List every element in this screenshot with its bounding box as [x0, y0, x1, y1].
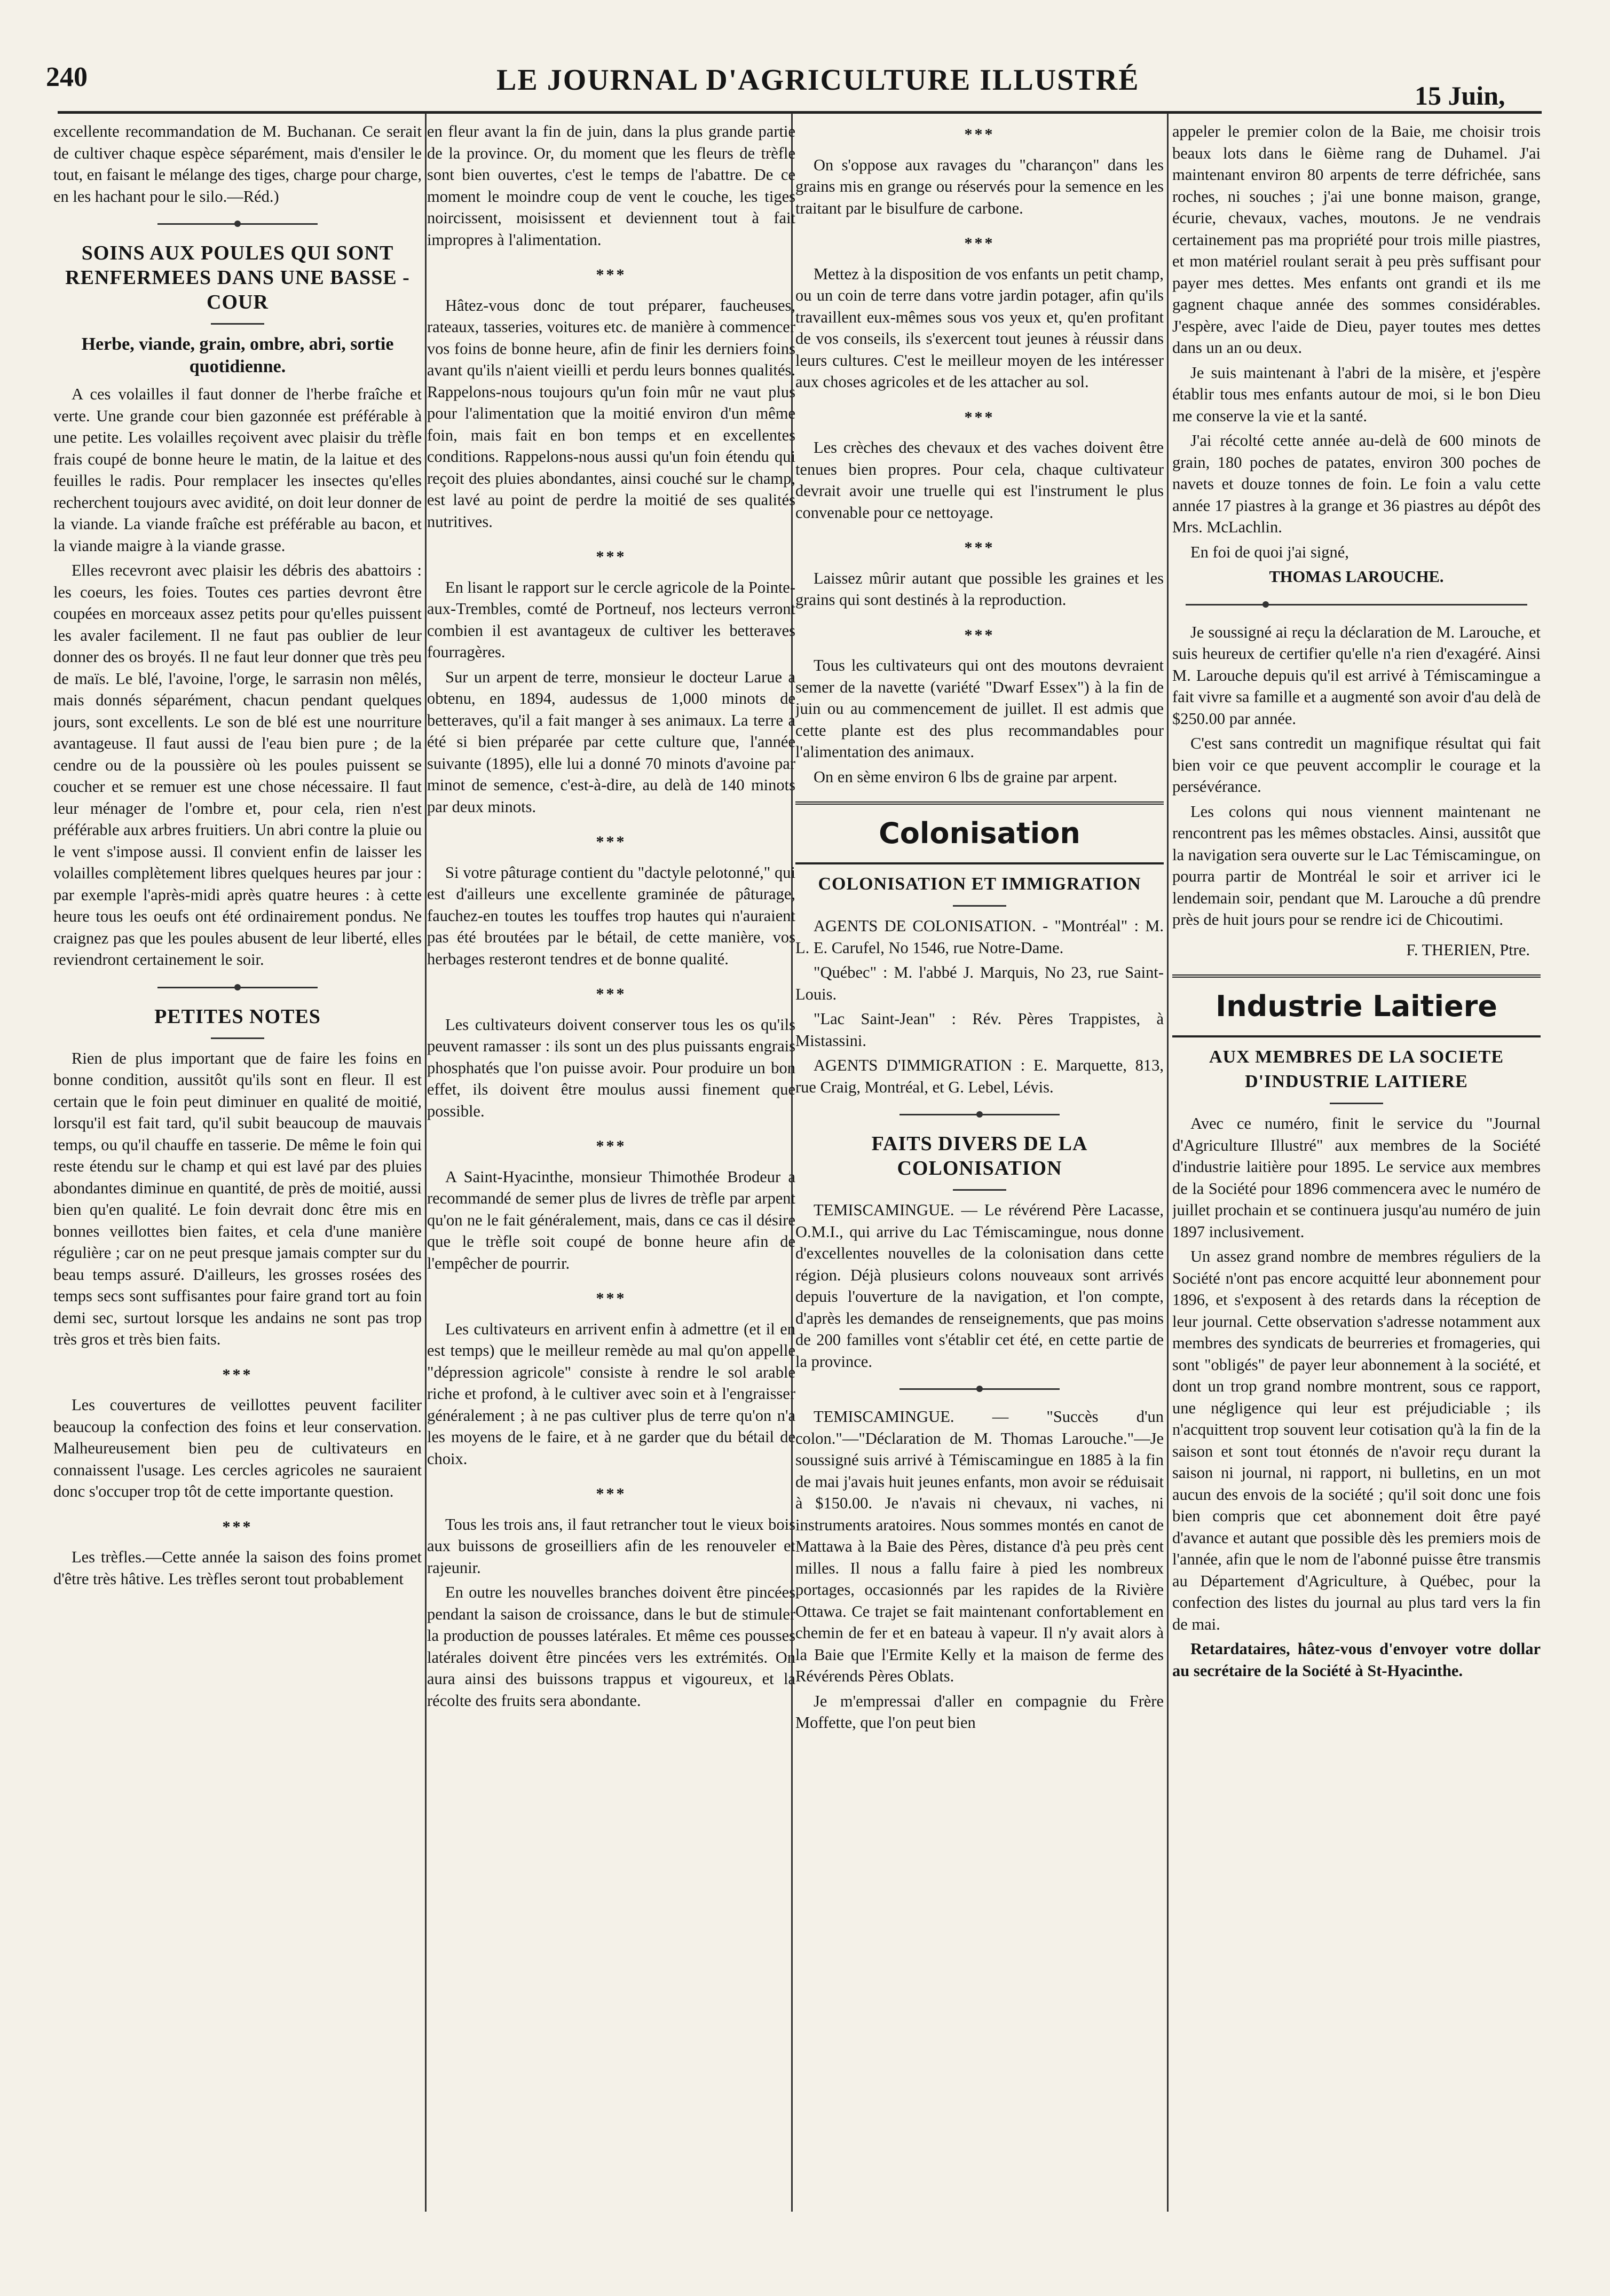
header-rule — [58, 111, 1542, 114]
asterism: *** — [596, 833, 627, 851]
paragraph: "Lac Saint-Jean" : Rév. Pères Trappistes, à Mistassini. — [795, 1010, 1164, 1050]
paragraph: Retardataires, hâtez-vous d'envoyer votre dollar au secrétaire de la Société à St-Hyacinthe. — [1172, 1640, 1541, 1680]
short-rule — [211, 323, 264, 325]
paragraph: Rien de plus important que de faire les foins en bonne condition, aussitôt qu'ils sont en fleur. Il est certain que le foin peut diminuer en qualité de moitié, lorsqu'il est fait tard, qu'il subit beaucoup de mauvais temps, ou qu'il chauffe en tasserie. De même le foin qui reste étendu sur le champ et qui est lavé par des pluies abondantes diminue en quantité, de près de moitié, aussi bien qu'en qualité. Le foin devrait donc être mis en bonnes veillottes bien faites, et cela d'une manière régulière ; car on ne peut presque jamais compter sur du beau temps assuré. D'ailleurs, les grosses rosées des temps secs sont suffisantes pour faire grand tort au foin demi sec, surtout lorsque les andains ne sont pas trop très gros et très bien faits. — [53, 1049, 422, 1348]
article-heading: COLONISATION ET IMMIGRATION — [818, 874, 1141, 894]
asterism: *** — [596, 985, 627, 1003]
article-heading: FAITS DIVERS DE LA COLONISATION — [871, 1133, 1088, 1180]
asterism: *** — [964, 234, 995, 252]
paragraph: Hâtez-vous donc de tout préparer, faucheuses, rateaux, tasseries, voitures etc. de manière à commencer vos foins de bonne heure, afin de finir les derniers foins avant qu'ils n'aient vieilli et perdu leurs bonnes qualités. Rappelons-nous toujours qu'un foin mûr ne vaut plus pour l'alimentation que la moitié environ d'un même foin, mais fait en bon temps et en excellentes conditions. Rappelons-nous aussi qu'un foin étendu qui reçoit des pluies abondantes, ainsi couché sur le champ, est lavé au point de perdre la moitié de ses qualités nutritives. — [427, 296, 795, 531]
paragraph: En lisant le rapport sur le cercle agricole de la Pointe-aux-Trembles, comté de Portneuf, nos lecteurs verront combien il est avantageux de cultiver les betteraves fourragères. — [427, 578, 795, 661]
short-rule — [211, 1037, 264, 1039]
column-rule — [425, 113, 427, 2212]
column-2 — [427, 121, 795, 2208]
paragraph: A ces volailles il faut donner de l'herbe fraîche et verte. Une grande cour bien gazonnée est préférable à une petite. Les volailles reçoivent avec plaisir du trèfle frais coupé de bonne heure le matin, de la laitue et des feuilles le radis. Pour remplacer les insectes qu'elles recherchent toujours avec avidité, on doit leur donner de la viande. La viande fraîche est préférable au bacon, et la viande maigre à la viande grasse. — [53, 385, 422, 555]
asterism: *** — [222, 1365, 253, 1383]
asterism: *** — [596, 548, 627, 565]
paragraph: En foi de quoi j'ai signé, — [1190, 542, 1349, 561]
asterism: *** — [596, 1289, 627, 1307]
paragraph: Tous les trois ans, il faut retrancher tout le vieux bois aux buissons de groseilliers afin de les renouveler et rajeunir. — [427, 1515, 795, 1577]
paragraph: TEMISCAMINGUE. — "Succès d'un colon."—"Déclaration de M. Thomas Larouche."—Je soussigné suis arrivé à Témiscamingue en 1885 à la fin de mai j'avais huit jeunes enfants, mon avoir se réduisait à $150.00. Je n'avais ni chevaux, ni vaches, ni instruments aratoires. Nous sommes montés en canot de Mattawa à la Baie des Pères, distance d'à peu près cent milles. Il nous a fallu faire à pied les nombreux portages, occasionnés par les rapides de la Rivière Ottawa. Ce trajet se fait maintenant confortablement en chemin de fer et en bateau à vapeur. Il n'y avait alors à la Baie que l'Ermite Kelly et la maison de ferme des Révérends Pères Oblats. — [795, 1408, 1164, 1685]
paragraph: "Québec" : M. l'abbé J. Marquis, No 23, rue Saint-Louis. — [795, 963, 1164, 1003]
paragraph: appeler le premier colon de la Baie, me choisir trois beaux lots dans le 6ième rang de Duhamel. J'ai maintenant environ 80 arpents de terre défrichée, sans roches, ni souches ; j'ai une bonne maison, grange, écurie, chevaux, vaches, moutons. Je ne vendrais certainement pas ma propriété pour trois mille piastres, et mon matériel roulant serait à peu près suffisant pour payer mes dettes. Mes enfants ont grandi et ils me gagnent chaque année des sommes considérables. J'espère, avec l'aide de Dieu, payer toutes mes dettes dans un an ou deux. — [1172, 122, 1541, 357]
paragraph: Les couvertures de veillottes peuvent faciliter beaucoup la confection des foins et leur conservation. Malheureusement bien peu de cultivateurs en connaissent l'usage. Les cercles agricoles ne sauraient donc s'occuper trop tôt de cette importante question. — [53, 1396, 422, 1500]
article-subheading: Herbe, viande, grain, ombre, abri, sortie quotidienne. — [81, 334, 394, 376]
paragraph: TEMISCAMINGUE. — Le révérend Père Lacasse, O.M.I., qui arrive du Lac Témiscamingue, nous donne d'excellentes nouvelles de la colonisation dans cette région. Déjà plusieurs colons nouveaux sont arrivés depuis l'ouverture de la navigation, et l'on compte, d'après les demandes de renseignements, que pas moins de 200 familles vont s'établir cet été, en cette partie de la province. — [795, 1201, 1164, 1371]
paragraph: AGENTS D'IMMIGRATION : E. Marquette, 813, rue Craig, Montréal, et G. Lebel, Lévis. — [795, 1056, 1164, 1096]
paragraph: AGENTS DE COLONISATION. - "Montréal" : M. L. E. Carufel, No 1546, rue Notre-Dame. — [795, 917, 1164, 957]
asterism: *** — [596, 266, 627, 284]
asterism: *** — [596, 1137, 627, 1155]
paragraph: C'est sans contredit un magnifique résultat qui fait bien voir ce que peuvent accomplir le courage et la persévérance. — [1172, 734, 1541, 796]
signature: F. THERIEN, Ptre. — [1406, 940, 1530, 959]
paragraph: Je soussigné ai reçu la déclaration de M. Larouche, et suis heureux de certifier qu'elle n'a rien d'exagéré. Ainsi M. Larouche depuis qu'il est arrivé à Témiscamingue a fait vivre sa famille et a augmenté son avoir d'au delà de $250.00 par année. — [1172, 623, 1541, 728]
paragraph: Les cultivateurs doivent conserver tous les os qu'ils peuvent ramasser : ils sont un des plus puissants engrais phosphatés que l'on puisse avoir. Pour produire un bon effet, ils doivent être moulus aussi finement que possible. — [427, 1015, 795, 1120]
short-rule — [1330, 1103, 1383, 1104]
paragraph: Je suis maintenant à l'abri de la misère, et j'espère établir tous mes enfants autour de moi, si le bon Dieu me conserve la vie et la santé. — [1172, 363, 1541, 425]
issue-date: 15 Juin, — [1415, 81, 1505, 111]
signature: THOMAS LAROUCHE. — [1269, 568, 1444, 586]
paragraph: Les crèches des chevaux et des vaches doivent être tenues bien propres. Pour cela, chaque cultivateur devrait avoir une truelle qui est l'instrument le plus convenable pour ce nettoyage. — [795, 438, 1164, 522]
paragraph: Je m'empressai d'aller en compagnie du Frère Moffette, que l'on peut bien — [795, 1692, 1164, 1732]
paragraph: en fleur avant la fin de juin, dans la plus grande partie de la province. Or, du moment que les fleurs de trèfle sont bien ouvertes, c'est le temps de l'abattre. De ce moment le moindre coup de vent le couche, les tiges noircissent, moisissent et deviennent tout à fait impropres à l'alimentation. — [427, 122, 795, 249]
short-rule — [953, 905, 1006, 907]
asterism: *** — [964, 125, 995, 143]
asterism: *** — [222, 1517, 253, 1536]
article-heading: AUX MEMBRES DE LA SOCIETE D'INDUSTRIE LAITIERE — [1209, 1047, 1504, 1091]
short-rule — [953, 1189, 1006, 1191]
paragraph: En outre les nouvelles branches doivent être pincées pendant la saison de croissance, dans le but de stimuler la production de pousses latérales. Et même ces pousses latérales doivent être pincées vers les extrémités. On aura ainsi des buissons trappus et vigoureux, et la récolte des fruits sera abondante. — [427, 1583, 795, 1710]
section-banner: Colonisation — [795, 801, 1164, 864]
asterism: *** — [964, 626, 995, 644]
column-3 — [795, 121, 1164, 2208]
paragraph: Les colons qui nous viennent maintenant ne rencontrent pas les mêmes obstacles. Ainsi, aussitôt que la navigation sera ouverte sur le Lac Témiscamingue, on pourra partir de Montréal le soir et arriver ici le lendemain soir, pendant que M. Larouche a dû prendre près de huit jours pour se rendre ici de Chicoutimi. — [1172, 802, 1541, 929]
asterism: *** — [964, 408, 995, 426]
paragraph: Sur un arpent de terre, monsieur le docteur Larue a obtenu, en 1894, audessus de 1,000 minots de betteraves, qu'il a fait manger à ses animaux. La terre a été si bien préparée par cette culture que, l'année suivante (1895), elle lui a donné 70 minots d'avoine par minot de semence, c'est-à-dire, au delà de 140 minots par deux minots. — [427, 667, 795, 816]
paragraph: Un assez grand nombre de membres réguliers de la Société n'ont pas encore acquitté leur abonnement pour 1896, et s'exposent à des retards dans la réception de leur journal. Cette observation s'adresse notamment aux membres des syndicats de beurreries et fromageries, qui sont "obligés" de payer leur abonnement à la société, et dont un trop grand nombre montrent, sous ce rapport, une négligence qui leur est préjudiciable ; ils n'acquittent trop souvent leur cotisation qu'à la fin de la saison et sont tout étonnés de n'avoir reçu durant la saison ni journal, ni rapport, ni bulletins, en un mot aucun des envois de la société ; qu'il soit donc une fois bien compris que cet abonnement doit être payé d'avance et autant que possible dès les premiers mois de l'année, afin que le nom de l'abonné puisse être transmis au Département d'Agriculture, à Québec, pour la confection des listes du journal au plus tard vers la fin de mai. — [1172, 1247, 1541, 1633]
paragraph: J'ai récolté cette année au-delà de 600 minots de grain, 180 poches de patates, environ 300 poches de navets et douze tonnes de foin. Le foin a valu cette année 17 piastres à la grange et 36 piastres au dépôt des Mrs. McLachlin. — [1172, 431, 1541, 536]
paragraph: Avec ce numéro, finit le service du "Journal d'Agriculture Illustré" aux membres de la Société d'industrie laitière pour 1895. Le service aux membres de la Société pour 1896 commencera avec le numéro de juillet prochain et se continuera jusqu'au numéro de juin 1897 inclusivement. — [1172, 1114, 1541, 1241]
article-heading: SOINS AUX POULES QUI SONT RENFERMEES DANS UNE BASSE - COUR — [65, 242, 410, 313]
paragraph: A Saint-Hyacinthe, monsieur Thimothée Brodeur a recommandé de semer plus de livres de trèfle par arpent qu'on ne le fait généralement, mais, dans ce cas il désire que le trèfle soit coupé de bonne heure afin de l'empêcher de pourrir. — [427, 1167, 795, 1272]
section-banner: Industrie Laitiere — [1172, 974, 1541, 1037]
paragraph: On en sème environ 6 lbs de graine par arpent. — [814, 767, 1118, 786]
section-divider — [1186, 604, 1527, 606]
section-divider — [157, 223, 318, 225]
page-number: 240 — [46, 62, 88, 92]
paragraph: Les trèfles.—Cette année la saison des foins promet d'être très hâtive. Les trèfles seront tout probablement — [53, 1548, 422, 1588]
paragraph: Tous les cultivateurs qui ont des moutons devraient semer de la navette (variété "Dwarf Essex") à la fin de juin ou au commencement de juillet. Il est admis que cette plante est des plus recommandables pour l'alimentation des animaux. — [795, 656, 1164, 761]
paragraph: On s'oppose aux ravages du "charançon" dans les grains mis en grange ou réservés pour la semence en les traitant par le bisulfure de carbone. — [795, 155, 1164, 217]
paragraph: excellente recommandation de M. Buchanan. Ce serait de cultiver chaque espèce séparément, mais d'ensiler le tout, en faisant le mélange des tiges, charge pour charge, en les hachant pour le silo.—Réd.) — [53, 122, 422, 206]
section-divider — [157, 987, 318, 988]
paragraph: Si votre pâturage contient du "dactyle pelotonné," qui est d'ailleurs une excellente graminée de pâturage, fauchez-en toutes les touffes trop hautes qui n'auraient pas été broutées par le bétail, de cette manière, vos herbages resteront tendres et de bonne qualité. — [427, 863, 795, 968]
journal-title: LE JOURNAL D'AGRICULTURE ILLUSTRÉ — [496, 64, 1140, 97]
paragraph: Elles recevront avec plaisir les débris des abattoirs : les coeurs, les foies. Toutes ces parties devront être coupées en morceaux assez petits pour qu'elles puissent les avaler facilement. Il ne faut pas oublier de leur donner des os broyés. Il ne faut leur donner que très peu de maïs. Le blé, l'avoine, l'orge, le sarrasin non mêlés, mais donnés séparément, chacun pendant quelques jours, sont excellents. Le son de blé est une nourriture avantageuse. Il faut aussi de l'eau bien pure ; de la cendre ou de la poussière où les poules puissent se coucher et se remuer est une chose nécessaire. Il faut leur ménager de l'ombre et, pour cela, rien n'est préférable aux arbres fruitiers. Un abri contre la pluie ou le vent s'impose aussi. Il convient enfin de laisser les volailles complètement libres quelques heures par jour : par exemple l'après-midi après quatre heures : à cette heure tous les oeufs ont été ordinairement pondus. Ne craignez pas que les poules abusent de leur liberté, elles reviendront certainement le soir. — [53, 561, 422, 969]
column-4 — [1172, 121, 1541, 2208]
section-divider — [899, 1388, 1060, 1390]
paragraph: Les cultivateurs en arrivent enfin à admettre (et il en est temps) que le meilleur remède au mal qu'on appelle "dépression agricole" consiste à rendre le sol arable riche et profond, à le cultiver avec soin et à l'engraisser généralement ; à ne pas cultiver plus de terre qu'on n'a les moyens de le faire, et à ne garder que du bétail de choix. — [427, 1319, 795, 1468]
asterism: *** — [964, 539, 995, 556]
article-heading: PETITES NOTES — [154, 1005, 321, 1028]
paragraph: Laissez mûrir autant que possible les graines et les grains qui sont destinés à la reproduction. — [795, 569, 1164, 609]
column-1 — [53, 121, 422, 2208]
section-divider — [899, 1114, 1060, 1115]
paragraph: Mettez à la disposition de vos enfants un petit champ, ou un coin de terre dans votre jardin potager, afin qu'ils travaillent eux-mêmes sous vos yeux et, qu'en profitant de vos conseils, ils s'exercent tout jeunes à réussir dans leurs cultures. C'est le meilleur moyen de les intéresser aux choses agricoles et de les attacher au sol. — [795, 264, 1164, 391]
column-rule — [1167, 113, 1169, 2212]
asterism: *** — [596, 1485, 627, 1503]
